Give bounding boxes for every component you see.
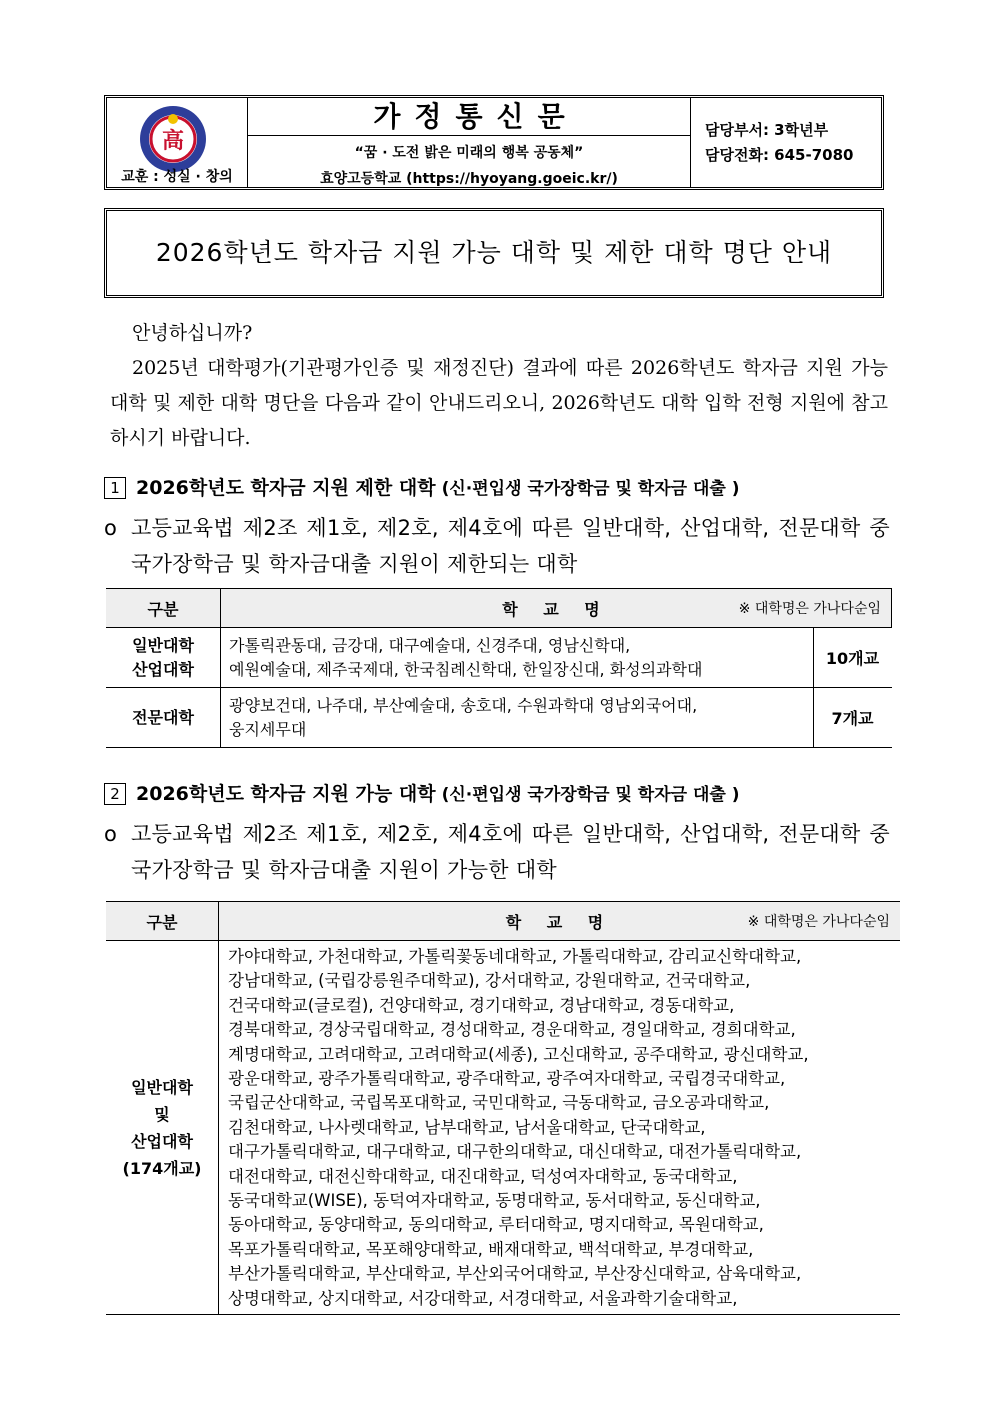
col-category: 구분 bbox=[106, 589, 221, 628]
contact-info bbox=[691, 98, 881, 187]
order-note: ※ 대학명은 가나다순임 bbox=[747, 914, 890, 930]
slogan: “꿈 · 도전 밝은 미래의 행복 공동체” bbox=[354, 145, 584, 161]
school-logo-icon bbox=[138, 104, 208, 174]
names-line: 강남대학교, (국립강릉원주대학교), 강서대학교, 강원대학교, 건국대학교, bbox=[228, 971, 751, 991]
section1-bullet-text: 고등교육법 제2조 제1호, 제2호, 제4호에 따른 일반대학, 산업대학, 전문대학 중 국가장학금 및 학자금대출 지원이 제한되는 대학 bbox=[131, 516, 890, 576]
names-line: 대전대학교, 대전신학대학교, 대진대학교, 덕성여자대학교, 동국대학교, bbox=[228, 1166, 738, 1186]
section2-heading bbox=[104, 779, 740, 806]
category-line: 및 bbox=[154, 1104, 170, 1124]
header-middle bbox=[248, 98, 691, 187]
names-line: 웅지세무대 bbox=[229, 719, 307, 739]
names-line: 광운대학교, 광주가톨릭대학교, 광주대학교, 광주여자대학교, 국립경국대학교, bbox=[228, 1069, 786, 1089]
intro-body: 2025년 대학평가(기관평가인증 및 재정진단) 결과에 따른 2026학년도 학자금 지원 가능 대학 및 제한 대학 명단을 다음과 같이 안내드리오니, 2026학년도 대학 입학 전형 지원에 참고하시기 바랍니다. bbox=[110, 357, 888, 449]
logo-char: 高 bbox=[161, 129, 185, 154]
section2-title: 2026학년도 학자금 지원 가능 대학 bbox=[136, 783, 436, 805]
phone: 담당전화: 645-7080 bbox=[705, 146, 854, 164]
section2-bullet bbox=[104, 816, 890, 888]
names-line: 국립군산대학교, 국립목포대학교, 국민대학교, 극동대학교, 금오공과대학교, bbox=[228, 1093, 770, 1113]
names-line: 경북대학교, 경상국립대학교, 경성대학교, 경운대학교, 경일대학교, 경희대학교, bbox=[228, 1020, 796, 1040]
section2-number: 2 bbox=[104, 783, 126, 805]
row-category bbox=[106, 628, 221, 688]
category-line: 산업대학 bbox=[132, 659, 194, 679]
names-line: 건국대학교(글로컬), 건양대학교, 경기대학교, 경남대학교, 경동대학교, bbox=[228, 995, 735, 1015]
names-line: 예원예술대, 제주국제대, 한국침례신학대, 한일장신대, 화성의과학대 bbox=[229, 659, 703, 679]
school-motto: 교훈 : 성실 · 창의 bbox=[121, 169, 233, 185]
names-line: 동국대학교(WISE), 동덕여자대학교, 동명대학교, 동서대학교, 동신대학교, bbox=[228, 1191, 761, 1211]
intro bbox=[110, 316, 888, 456]
order-note: ※ 대학명은 가나다순임 bbox=[738, 601, 881, 617]
table-row bbox=[106, 628, 892, 688]
names-line: 가톨릭관동대, 금강대, 대구예술대, 신경주대, 영남신학대, bbox=[229, 635, 631, 655]
names-line: 계명대학교, 고려대학교, 고려대학교(세종), 고신대학교, 공주대학교, 광신대학교, bbox=[228, 1044, 809, 1064]
names-line: 김천대학교, 나사렛대학교, 남부대학교, 남서울대학교, 단국대학교, bbox=[228, 1117, 706, 1137]
row-names bbox=[219, 941, 901, 1315]
names-line: 가야대학교, 가천대학교, 가톨릭꽃동네대학교, 가톨릭대학교, 감리교신학대학교, bbox=[228, 947, 802, 966]
category-line: 전문대학 bbox=[132, 707, 194, 727]
section1-bullet bbox=[104, 510, 890, 582]
row-count: 7개교 bbox=[813, 688, 892, 748]
section2-bullet-text: 고등교육법 제2조 제1호, 제2호, 제4호에 따른 일반대학, 산업대학, 전문대학 중 국가장학금 및 학자금대출 지원이 가능한 대학 bbox=[131, 822, 890, 882]
col-names-label: 학 교 명 bbox=[505, 912, 614, 932]
section1-paren: (신·편입생 국가장학금 및 학자금 대출 ) bbox=[441, 479, 740, 499]
names-line: 부산가톨릭대학교, 부산대학교, 부산외국어대학교, 부산장신대학교, 삼육대학교, bbox=[228, 1264, 802, 1284]
newsletter-header bbox=[104, 95, 884, 190]
col-names-label: 학 교 명 bbox=[502, 599, 610, 619]
table-header-row bbox=[106, 902, 900, 941]
bullet-mark: o bbox=[104, 822, 117, 846]
section1-heading bbox=[104, 473, 740, 500]
category-line: 산업대학 bbox=[131, 1131, 193, 1151]
row-category bbox=[106, 688, 221, 748]
names-line: 대구가톨릭대학교, 대구대학교, 대구한의대학교, 대신대학교, 대전가톨릭대학교, bbox=[228, 1142, 802, 1162]
row-count: 10개교 bbox=[813, 628, 892, 688]
school-site: 효양고등학교 (https://hyoyang.goeic.kr/) bbox=[320, 171, 618, 187]
names-line: 목포가톨릭대학교, 목포해양대학교, 배재대학교, 백석대학교, 부경대학교, bbox=[228, 1239, 754, 1259]
col-category: 구분 bbox=[106, 902, 219, 941]
category-line: 일반대학 bbox=[132, 635, 194, 655]
eligible-table bbox=[106, 901, 900, 1315]
table-header-row bbox=[106, 589, 892, 628]
names-line: 동아대학교, 동양대학교, 동의대학교, 루터대학교, 명지대학교, 목원대학교, bbox=[228, 1215, 764, 1235]
col-names bbox=[219, 902, 901, 941]
newsletter-title: 가정통신문 bbox=[248, 98, 690, 136]
doc-title: 2026학년도 학자금 지원 가능 대학 및 제한 대학 명단 안내 bbox=[155, 238, 833, 267]
names-line: 광양보건대, 나주대, 부산예술대, 송호대, 수원과학대 영남외국어대, bbox=[229, 695, 698, 715]
dept: 담당부서: 3학년부 bbox=[705, 121, 829, 139]
section2-paren: (신·편입생 국가장학금 및 학자금 대출 ) bbox=[441, 785, 740, 805]
row-names bbox=[221, 688, 814, 748]
table-row bbox=[106, 941, 900, 1315]
names-line: 상명대학교, 상지대학교, 서강대학교, 서경대학교, 서울과학기술대학교, bbox=[228, 1288, 738, 1308]
section1-title: 2026학년도 학자금 지원 제한 대학 bbox=[136, 477, 436, 499]
section1-number: 1 bbox=[104, 477, 126, 499]
col-names bbox=[221, 589, 892, 628]
category-line: (174개교) bbox=[122, 1158, 202, 1178]
row-names bbox=[221, 628, 814, 688]
table-row bbox=[106, 688, 892, 748]
greeting: 안녕하십니까? bbox=[132, 322, 253, 344]
category-line: 일반대학 bbox=[131, 1077, 193, 1097]
bullet-mark: o bbox=[104, 516, 117, 540]
doc-title-box bbox=[104, 208, 884, 298]
logo-cell bbox=[107, 98, 248, 187]
restricted-table bbox=[106, 588, 892, 748]
row-category bbox=[106, 941, 219, 1315]
